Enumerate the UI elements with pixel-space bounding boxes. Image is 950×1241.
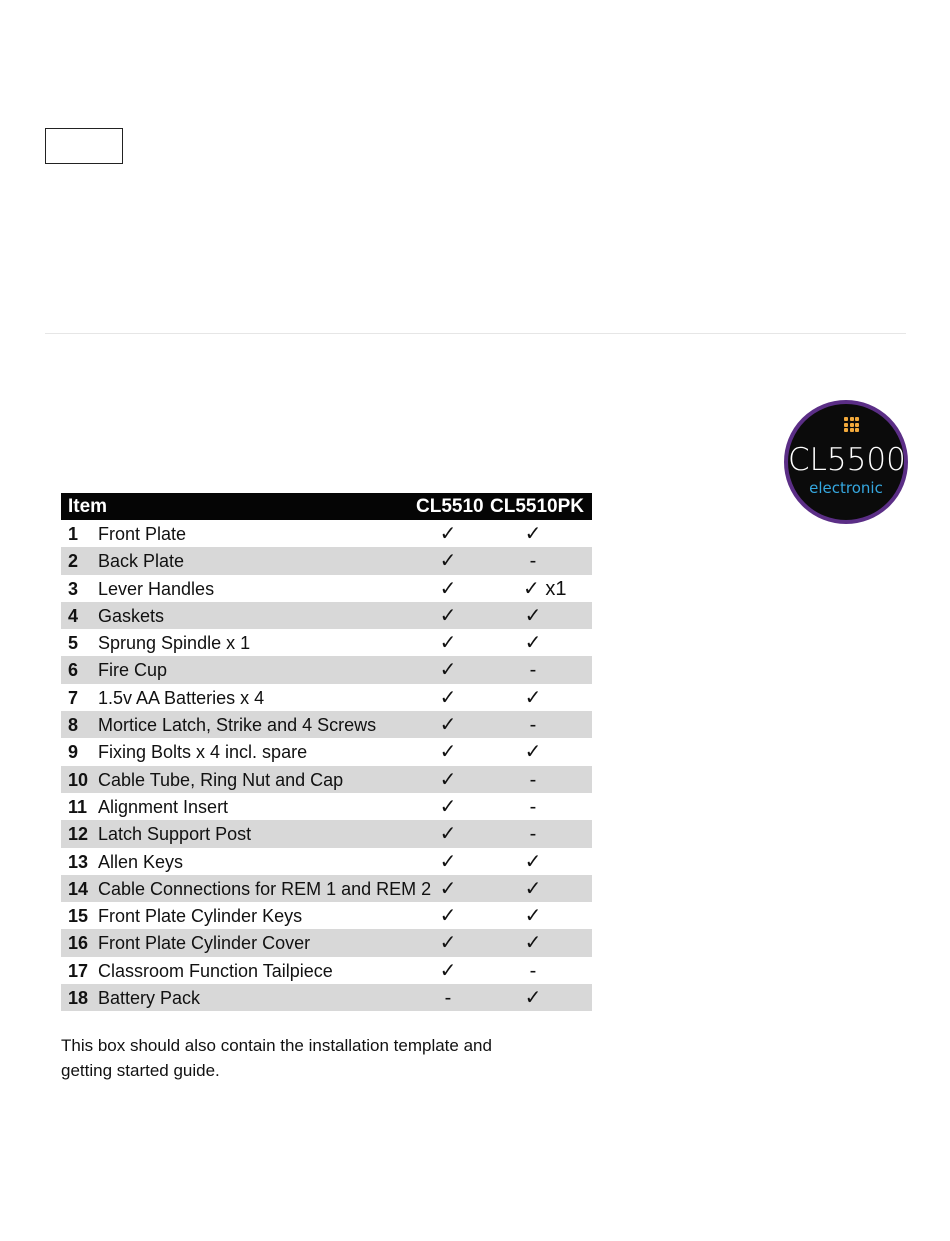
item-name: Cable Tube, Ring Nut and Cap	[98, 769, 344, 790]
cl5510pk-cell: ✓	[524, 741, 542, 764]
cl5510-cell: ✓	[439, 795, 457, 818]
table-row	[61, 875, 592, 902]
item-name: Alignment Insert	[98, 796, 229, 817]
cl5510pk-cell: -	[529, 550, 537, 573]
item-number: 1	[68, 524, 79, 544]
cl5510pk-cell: ✓ x1	[523, 577, 567, 600]
table-row	[61, 738, 592, 765]
item-name: Cable Connections for REM 1 and REM 2	[98, 878, 432, 899]
cl5510-cell: ✓	[439, 714, 457, 737]
cl5510pk-cell: ✓	[524, 905, 542, 928]
header-item: Item	[68, 496, 108, 517]
cl5510pk-cell: ✓	[524, 604, 542, 627]
table-row	[61, 629, 592, 656]
box-contents-note: This box should also contain the installation template and getting started guide.	[61, 1036, 492, 1080]
cl5510-cell: ✓	[439, 741, 457, 764]
cl5510pk-cell: -	[529, 714, 537, 737]
cl5510pk-cell: -	[529, 795, 537, 818]
item-name: Allen Keys	[98, 851, 184, 872]
item-number: 3	[68, 578, 79, 599]
cl5510pk-cell: ✓	[524, 632, 542, 655]
cl5510-cell: ✓	[439, 577, 457, 600]
item-number: 15	[68, 906, 89, 927]
table-row	[61, 820, 592, 847]
contents-table	[61, 493, 592, 1011]
header-cl5510pk: CL5510PK	[490, 496, 584, 517]
table-row	[61, 766, 592, 793]
item-name: Fixing Bolts x 4 incl. spare	[98, 742, 308, 763]
cl5510pk-cell: ✓	[524, 932, 542, 955]
cl5510-cell: ✓	[439, 768, 457, 791]
item-name: Mortice Latch, Strike and 4 Screws	[98, 715, 377, 736]
item-name: Front Plate Cylinder Cover	[98, 933, 311, 954]
cl5510-cell: ✓	[439, 877, 457, 900]
table-row	[61, 520, 592, 547]
cl5510-cell: ✓	[439, 932, 457, 955]
item-number: 13	[68, 851, 89, 872]
cl5510-cell: ✓	[439, 686, 457, 709]
cl5510-cell: -	[444, 987, 452, 1010]
item-number: 8	[68, 715, 79, 736]
table-row	[61, 684, 592, 711]
cl5510pk-cell: ✓	[524, 686, 542, 709]
item-number: 7	[68, 687, 79, 708]
table-row	[61, 793, 592, 820]
item-number: 2	[68, 551, 79, 572]
item-number: 12	[68, 824, 89, 845]
table-row	[61, 575, 592, 602]
cl5510pk-cell: -	[529, 768, 537, 791]
cl5500-logo-badge	[784, 400, 908, 524]
cl5510-cell: ✓	[439, 905, 457, 928]
cl5510-cell: ✓	[439, 604, 457, 627]
item-name: Front Plate Cylinder Keys	[98, 906, 303, 927]
cl5510pk-cell: ✓	[524, 877, 542, 900]
item-number: 6	[68, 660, 79, 681]
item-number: 10	[68, 769, 89, 790]
cl5510pk-cell: ✓	[524, 523, 542, 545]
cl5510pk-cell: -	[529, 659, 537, 682]
item-name: Gaskets	[98, 605, 165, 626]
cl5510-cell: ✓	[439, 550, 457, 573]
table-row	[61, 711, 592, 738]
cl5510pk-cell: ✓	[524, 850, 542, 873]
cl5510-cell: ✓	[439, 632, 457, 655]
badge-model: CL5500	[788, 442, 906, 478]
table-header	[61, 493, 592, 520]
divider	[45, 333, 906, 334]
cl5510-cell: ✓	[439, 523, 457, 545]
item-name: Classroom Function Tailpiece	[98, 960, 333, 981]
table-row	[61, 929, 592, 956]
empty-box	[45, 128, 123, 164]
item-number: 17	[68, 960, 89, 981]
item-name: Back Plate	[98, 551, 185, 572]
table-row	[61, 957, 592, 984]
table-body	[61, 520, 592, 1011]
item-number: 4	[68, 605, 79, 626]
badge-subtitle: electronic	[809, 479, 883, 497]
table-row	[61, 602, 592, 629]
keypad-icon	[844, 417, 859, 432]
table-row	[61, 547, 592, 574]
item-name: Lever Handles	[98, 578, 215, 599]
item-name: Fire Cup	[98, 660, 168, 681]
table-row	[61, 984, 592, 1011]
cl5510-cell: ✓	[439, 659, 457, 682]
item-number: 5	[68, 633, 79, 654]
table-row	[61, 902, 592, 929]
cl5510-cell: ✓	[439, 850, 457, 873]
cl5510pk-cell: -	[529, 823, 537, 846]
item-name: 1.5v AA Batteries x 4	[98, 687, 265, 708]
header-cl5510: CL5510	[416, 496, 484, 517]
item-name: Latch Support Post	[98, 824, 252, 845]
item-name: Front Plate	[98, 524, 187, 544]
item-number: 11	[68, 796, 88, 817]
table-row	[61, 656, 592, 683]
cl5510-cell: ✓	[439, 959, 457, 982]
table-row	[61, 848, 592, 875]
item-name: Battery Pack	[98, 988, 201, 1009]
cl5510pk-cell: -	[529, 959, 537, 982]
item-number: 16	[68, 933, 89, 954]
item-number: 18	[68, 988, 89, 1009]
item-name: Sprung Spindle x 1	[98, 633, 251, 654]
item-number: 14	[68, 878, 89, 899]
item-number: 9	[68, 742, 79, 763]
cl5510pk-cell: ✓	[524, 987, 542, 1010]
cl5510-cell: ✓	[439, 823, 457, 846]
